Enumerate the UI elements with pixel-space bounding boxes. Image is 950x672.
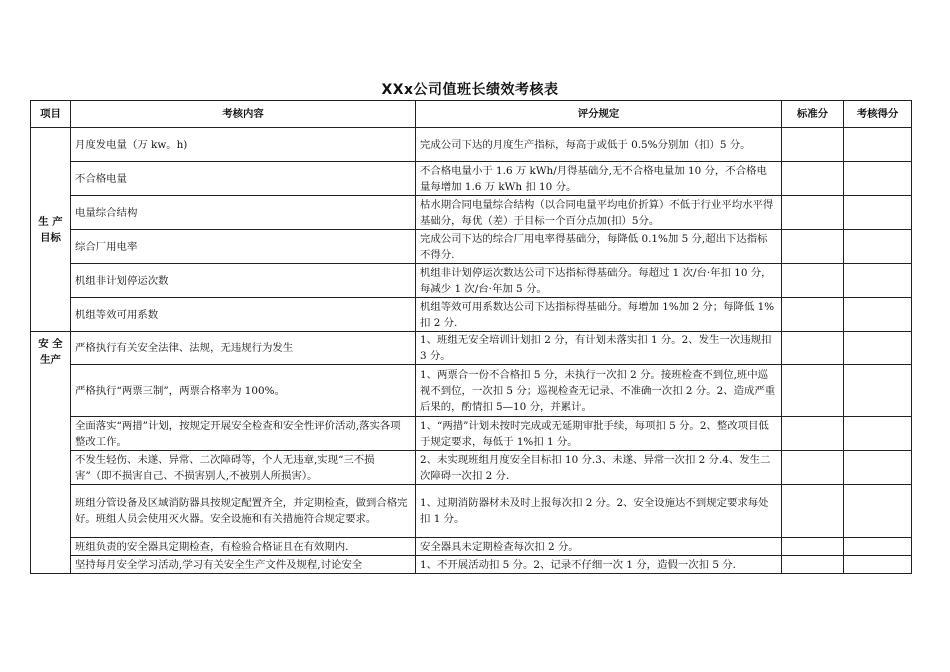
standard-score-cell: [782, 196, 844, 230]
rule-cell: 枯水期合同电量综合结构（以合同电量平均电价折算）不低于行业平均水平得基础分，每优（差）于目标一个百分点加(扣）5分。: [416, 196, 782, 230]
assessed-score-cell: [844, 264, 912, 298]
assessed-score-cell: [844, 556, 912, 574]
table-row: [31, 332, 912, 365]
rule-cell: 机组非计划停运次数达公司下达指标得基础分。每超过 1 次/台·年扣 10 分，每减少 1 次/台·年加 5 分。: [416, 264, 782, 298]
standard-score-cell: [782, 417, 844, 451]
category-label-line: 生产: [40, 354, 61, 366]
content-cell: 电量综合结构: [71, 196, 416, 230]
table-row: [31, 162, 912, 196]
assessed-score-cell: [844, 298, 912, 332]
content-cell: 不合格电量: [71, 162, 416, 196]
document-title: XXx公司值班长绩效考核表: [381, 82, 559, 98]
assessed-score-cell: [844, 332, 912, 365]
content-cell: 坚持每月安全学习活动,学习有关安全生产文件及规程,讨论安全: [71, 556, 416, 574]
standard-score-cell: [782, 162, 844, 196]
rule-cell: 完成公司下达的综合厂用电率得基础分，每降低 0.1%加 5 分,超出下达指标不得分.: [416, 230, 782, 264]
header-item: 项目: [31, 101, 71, 128]
standard-score-cell: [782, 365, 844, 417]
table-row: [31, 196, 912, 230]
rule-cell: 2、未实现班组月度安全目标扣 10 分.3、未遂、异常一次扣 2 分.4、发生二次障碍一次扣 2 分.: [416, 451, 782, 485]
content-cell: 班组负责的安全器具定期检查，有检验合格证且在有效期内.: [71, 538, 416, 556]
content-cell: 月度发电量（万 kw。h): [71, 128, 416, 162]
category-label-line: 安 全: [38, 338, 63, 350]
assessed-score-cell: [844, 230, 912, 264]
assessed-score-cell: [844, 128, 912, 162]
header-rule: 评分规定: [416, 101, 782, 128]
rule-cell: 安全器具未定期检查每次扣 2 分。: [416, 538, 782, 556]
rule-cell: 完成公司下达的月度生产指标，每高于或低于 0.5%分别加（扣）5 分。: [416, 128, 782, 162]
table-row: [31, 298, 912, 332]
rule-cell: 1、“两措”计划未按时完成或无延期审批手续，每项扣 5 分。2、整改项目低于规定要求，每低于 1%扣 1 分。: [416, 417, 782, 451]
table-row: [31, 264, 912, 298]
standard-score-cell: [782, 485, 844, 538]
standard-score-cell: [782, 264, 844, 298]
table-row: [31, 556, 912, 574]
standard-score-cell: [782, 451, 844, 485]
category-cell: [31, 332, 71, 574]
standard-score-cell: [782, 538, 844, 556]
standard-score-cell: [782, 556, 844, 574]
table-header-row: [31, 101, 912, 128]
content-cell: 机组等效可用系数: [71, 298, 416, 332]
assessed-score-cell: [844, 485, 912, 538]
table-row: [31, 485, 912, 538]
content-cell: 严格执行“两票三制”，两票合格率为 100%。: [71, 365, 416, 417]
header-score: 考核得分: [844, 101, 912, 128]
header-content: 考核内容: [71, 101, 416, 128]
assessment-table: [30, 100, 912, 574]
category-cell: [31, 128, 71, 332]
content-cell: 班组分管设备及区域消防器具按规定配置齐全，并定期检查，做到合格完好。班组人员会使用灭火器。安全设施和有关措施符合规定要求。: [71, 485, 416, 538]
table-row: [31, 230, 912, 264]
assessed-score-cell: [844, 196, 912, 230]
rule-cell: 不合格电量小于 1.6 万 kWh/月得基础分,无不合格电量加 10 分，不合格电量每增加 1.6 万 kWh 扣 10 分。: [416, 162, 782, 196]
standard-score-cell: [782, 230, 844, 264]
standard-score-cell: [782, 298, 844, 332]
table-row: [31, 451, 912, 485]
table-row: [31, 417, 912, 451]
rule-cell: 1、班组无安全培训计划扣 2 分，有计划未落实扣 1 分。2、发生一次违规扣 3 分。: [416, 332, 782, 365]
rule-cell: 1、不开展活动扣 5 分。2、记录不仔细一次 1 分，造假一次扣 5 分.: [416, 556, 782, 574]
assessed-score-cell: [844, 365, 912, 417]
rule-cell: 机组等效可用系数达公司下达指标得基础分。每增加 1%加 2 分；每降低 1%扣 2 分.: [416, 298, 782, 332]
assessed-score-cell: [844, 417, 912, 451]
category-label-line: 目标: [40, 231, 61, 244]
table-row: [31, 538, 912, 556]
rule-cell: 1、过期消防器材未及时上报每次扣 2 分。2、安全设施达不到规定要求每处扣 1 分。: [416, 485, 782, 538]
header-standard: 标准分: [782, 101, 844, 128]
table-row: [31, 365, 912, 417]
content-cell: 全面落实“两措”计划，按规定开展安全检查和安全性评价活动,落实各项整改工作。: [71, 417, 416, 451]
assessed-score-cell: [844, 162, 912, 196]
rule-cell: 1、两票合一份不合格扣 5 分，未执行一次扣 2 分。接班检查不到位,班中巡视不到位，一次扣 5 分；巡视检查无记录、不准确一次扣 2 分。2、造成严重后果的，酌情扣 5—10 分，并累计。: [416, 365, 782, 417]
content-cell: 机组非计划停运次数: [71, 264, 416, 298]
assessed-score-cell: [844, 451, 912, 485]
standard-score-cell: [782, 128, 844, 162]
table-row: [31, 128, 912, 162]
assessed-score-cell: [844, 538, 912, 556]
content-cell: 严格执行有关安全法律、法规，无违规行为发生: [71, 332, 416, 365]
standard-score-cell: [782, 332, 844, 365]
content-cell: 综合厂用电率: [71, 230, 416, 264]
category-label-line: 生 产: [38, 215, 63, 228]
content-cell: 不发生轻伤、未遂、异常、二次障碍等，个人无违章,实现“三不损害”（即不损害自己、不损害别人,不被别人所损害）。: [71, 451, 416, 485]
